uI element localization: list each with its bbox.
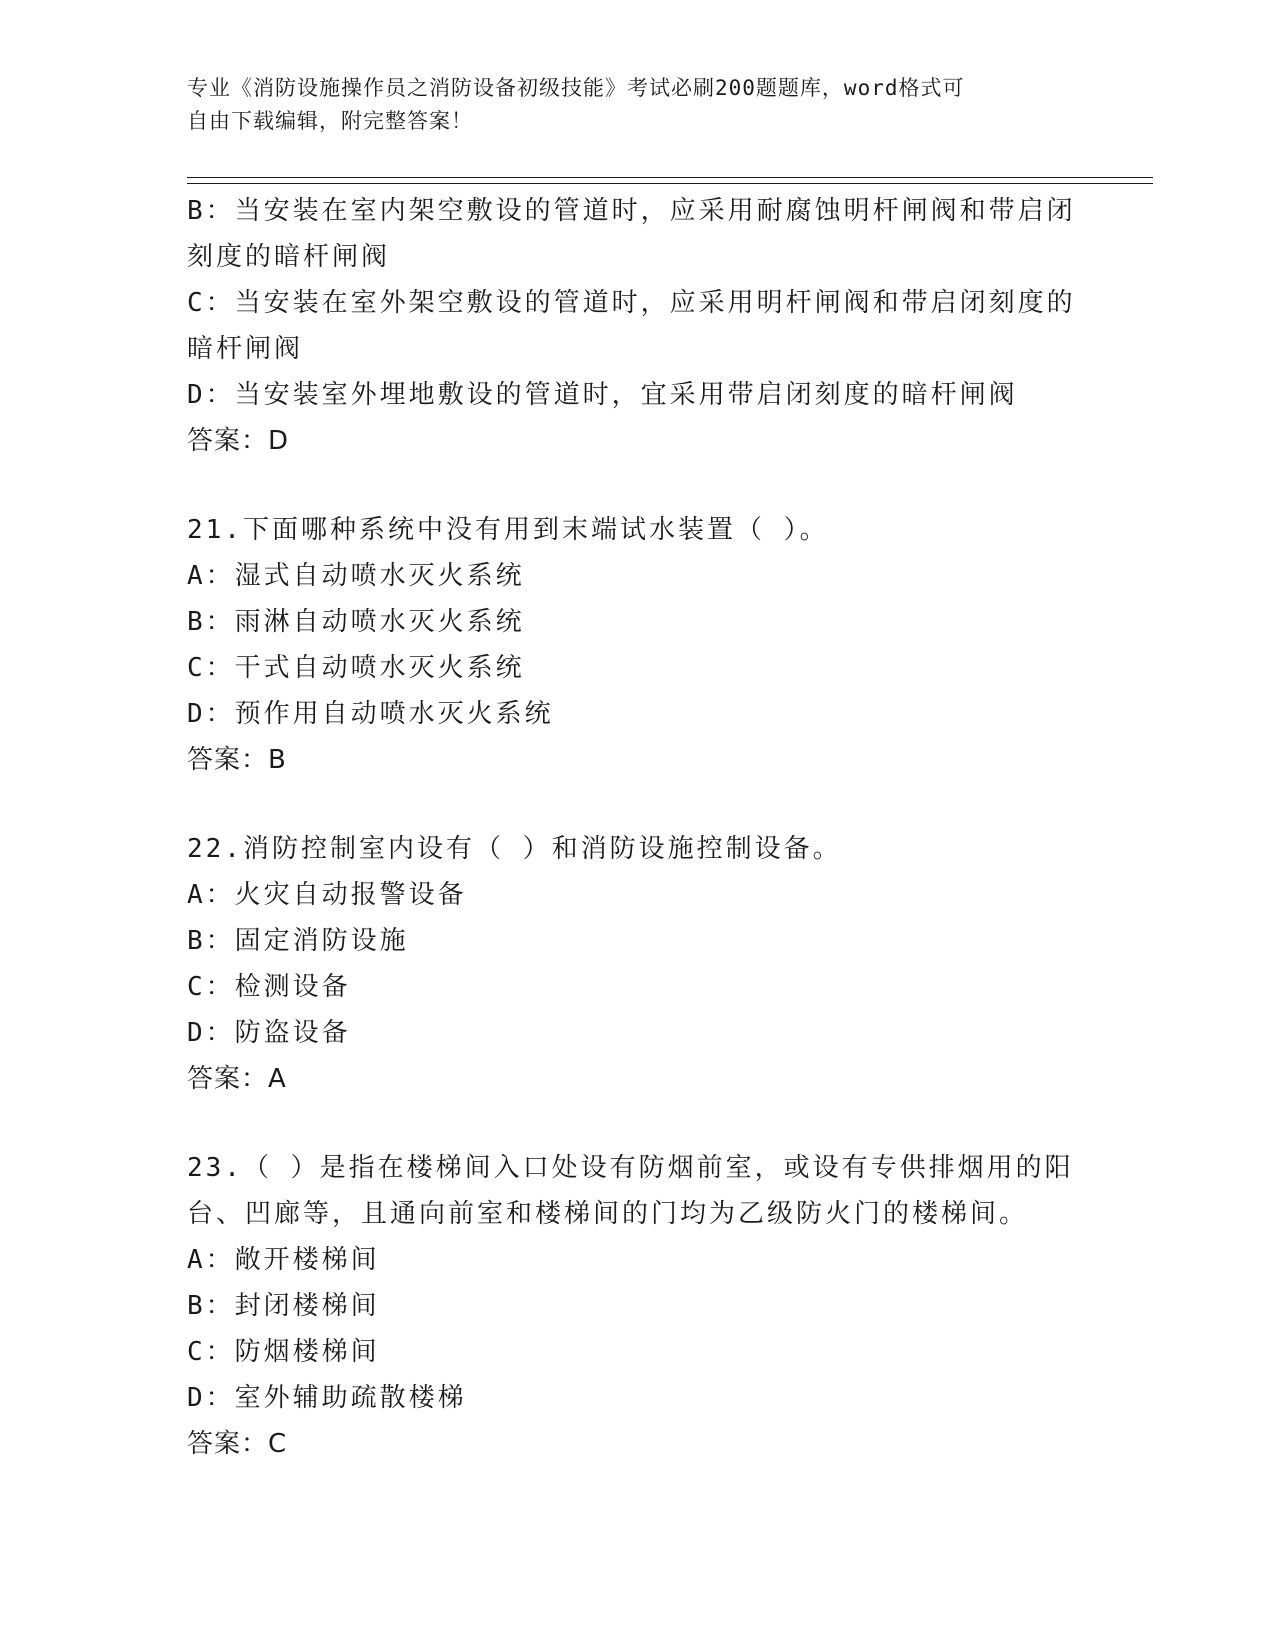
answer-label: 答案：C: [187, 1429, 288, 1459]
answer-label: 答案：D: [187, 426, 290, 456]
question-stem: 22.消防控制室内设有（ ）和消防设施控制设备。: [187, 834, 842, 864]
option-c-line-2: 暗杆闸阀: [187, 334, 304, 364]
question-stem: 21.下面哪种系统中没有用到末端试水装置（ ）。: [187, 515, 829, 545]
question-23: [187, 1145, 1087, 1467]
option-c: C：检测设备: [187, 972, 351, 1002]
question-stem-line-2: 台、凹廊等，且通向前室和楼梯间的门均为乙级防火门的楼梯间。: [187, 1199, 1029, 1229]
option-d-line-1: D：当安装室外埋地敷设的管道时，宜采用带启闭刻度的暗杆闸阀: [187, 380, 1018, 410]
question-continuation: [187, 188, 1087, 464]
page-header: [187, 72, 1067, 138]
option-a: A：敞开楼梯间: [187, 1245, 380, 1275]
question-spacer: [187, 1102, 1087, 1145]
option-d: D：防盗设备: [187, 1018, 351, 1048]
answer-label: 答案：A: [187, 1064, 287, 1094]
question-list: [187, 188, 1087, 1467]
option-c-line-1: C：当安装在室外架空敷设的管道时，应采用明杆闸阀和带启闭刻度的: [187, 288, 1076, 318]
option-d: D：预作用自动喷水灭火系统: [187, 699, 554, 729]
header-line-1: 专业《消防设施操作员之消防设备初级技能》考试必刷200题题库，word格式可: [187, 76, 965, 100]
option-b: B：固定消防设施: [187, 926, 409, 956]
question-22: [187, 826, 1087, 1102]
answer-label: 答案：B: [187, 745, 287, 775]
question-stem-line-1: 23.（ ）是指在楼梯间入口处设有防烟前室，或设有专供排烟用的阳: [187, 1153, 1074, 1183]
header-divider-bottom: [187, 183, 1153, 184]
option-b-line-1: B：当安装在室内架空敷设的管道时，应采用耐腐蚀明杆闸阀和带启闭: [187, 196, 1076, 226]
option-b: B：封闭楼梯间: [187, 1291, 380, 1321]
option-b: B：雨淋自动喷水灭火系统: [187, 607, 525, 637]
option-a: A：湿式自动喷水灭火系统: [187, 561, 525, 591]
question-21: [187, 507, 1087, 783]
option-b-line-2: 刻度的暗杆闸阀: [187, 242, 391, 272]
option-a: A：火灾自动报警设备: [187, 880, 467, 910]
option-d: D：室外辅助疏散楼梯: [187, 1383, 467, 1413]
header-divider-top: [187, 177, 1153, 178]
question-spacer: [187, 464, 1087, 507]
option-c: C：防烟楼梯间: [187, 1337, 380, 1367]
question-spacer: [187, 783, 1087, 826]
header-line-2: 自由下载编辑，附完整答案！: [187, 109, 473, 133]
option-c: C：干式自动喷水灭火系统: [187, 653, 525, 683]
